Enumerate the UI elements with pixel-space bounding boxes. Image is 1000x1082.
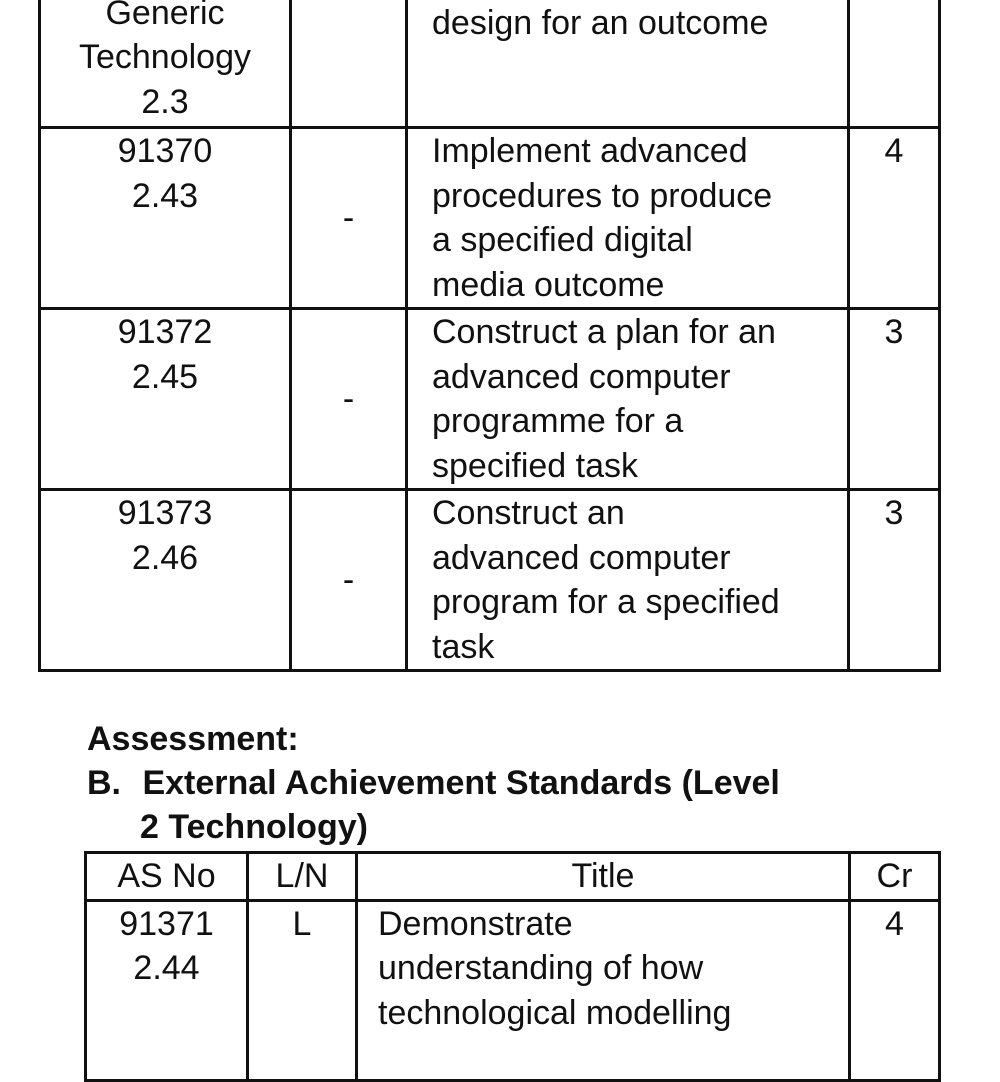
external-standards-table — [84, 851, 941, 1082]
title-text: technological modelling — [378, 993, 732, 1032]
internal-standards-table — [38, 0, 941, 672]
table-header-row — [86, 853, 940, 901]
title-text: task — [432, 627, 495, 666]
title-text: specified task — [432, 446, 638, 485]
title-text: procedures to produce — [432, 176, 773, 215]
as-no-text: 91371 — [119, 904, 214, 943]
title-text: a specified digital — [432, 221, 693, 259]
as-no-cell — [40, 0, 291, 128]
ln-cell: - — [291, 490, 407, 671]
cr-cell: 4 — [849, 128, 940, 309]
title-cell — [407, 128, 849, 309]
header-title: Title — [357, 853, 850, 901]
as-no-text: Technology — [78, 38, 251, 76]
title-text: design for an outcome — [432, 4, 769, 42]
title-text: Construct a plan for an — [432, 313, 776, 351]
title-text: Demonstrate — [378, 904, 573, 943]
title-text: understanding of how — [378, 949, 704, 987]
table-row — [40, 309, 940, 490]
title-text: Implement advanced — [432, 132, 748, 170]
as-no-text: Generic — [105, 0, 225, 32]
as-no-text: 2.3 — [141, 82, 189, 121]
table-row — [40, 490, 940, 671]
as-no-cell — [40, 490, 291, 671]
title-cell — [407, 0, 849, 128]
ln-cell — [291, 0, 407, 128]
section-marker: B. — [87, 764, 121, 802]
as-no-cell — [86, 900, 248, 1080]
title-text: Construct an — [432, 494, 625, 532]
header-cr: Cr — [850, 853, 940, 901]
section-b-heading — [87, 761, 780, 805]
ln-cell: L — [248, 900, 357, 1080]
cr-cell — [849, 0, 940, 128]
title-text: advanced computer — [432, 538, 731, 577]
ln-cell: - — [291, 309, 407, 490]
header-as-no: AS No — [86, 853, 248, 901]
table-row — [86, 900, 940, 1080]
title-text: programme for a — [432, 402, 684, 440]
as-no-text: 2.44 — [133, 949, 200, 987]
section-heading-line2: 2 Technology) — [140, 808, 368, 846]
as-no-text: 91373 — [117, 494, 213, 532]
ln-cell: - — [291, 128, 407, 309]
title-text: program for a specified — [432, 583, 780, 621]
as-no-text: 2.45 — [131, 357, 199, 396]
table-row — [40, 128, 940, 309]
table-row — [40, 0, 940, 128]
as-no-cell — [40, 128, 291, 309]
cr-cell: 3 — [849, 309, 940, 490]
title-cell — [407, 490, 849, 671]
header-ln: L/N — [248, 853, 357, 901]
section-heading-line1: External Achievement Standards (Level — [142, 764, 780, 802]
cr-cell: 4 — [850, 900, 940, 1080]
as-no-text: 2.46 — [131, 538, 199, 577]
assessment-label: Assessment: — [87, 720, 299, 758]
cr-cell: 3 — [849, 490, 940, 671]
as-no-text: 2.43 — [131, 176, 199, 215]
title-cell — [407, 309, 849, 490]
title-cell — [357, 900, 850, 1080]
as-no-cell — [40, 309, 291, 490]
as-no-text: 91372 — [117, 313, 213, 351]
as-no-text: 91370 — [117, 132, 213, 170]
title-text: media outcome — [432, 265, 665, 304]
title-text: advanced computer — [432, 357, 731, 396]
